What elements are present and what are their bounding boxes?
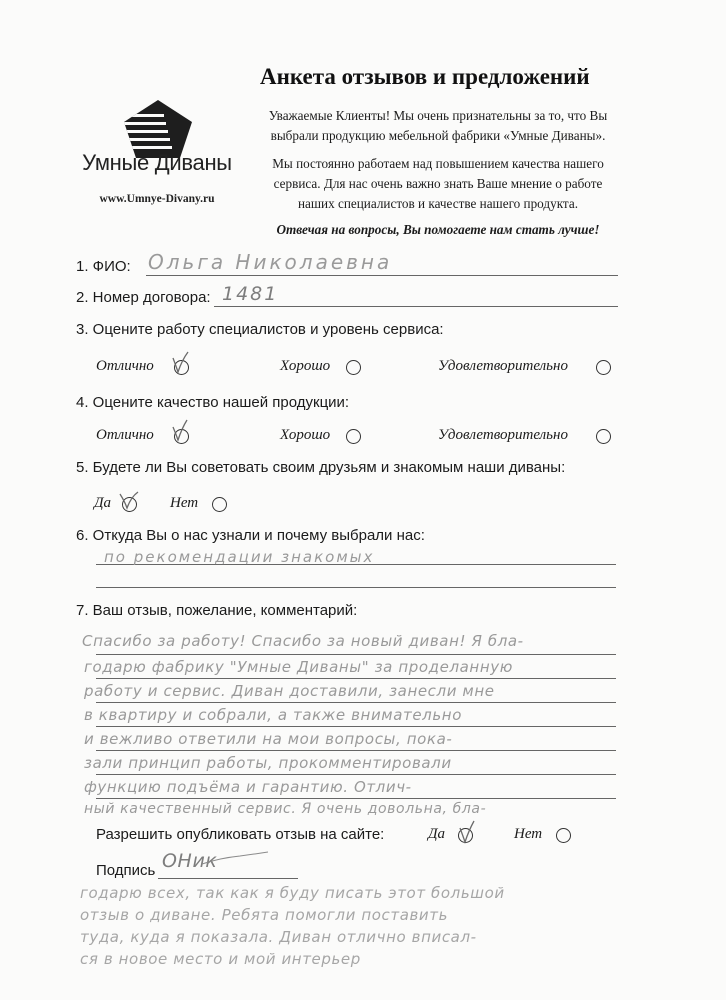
q4-radio-good[interactable] (346, 429, 361, 444)
q2-line (214, 306, 618, 307)
page-title: Анкета отзывов и предложений (260, 64, 590, 89)
website-url[interactable]: www.Umnye-Divany.ru (99, 193, 215, 205)
q7-comment-line-3[interactable]: работу и сервис. Диван доставили, занесли мне (84, 682, 495, 700)
continuation-line-2[interactable]: отзыв о диване. Ребята помогли поставить (80, 906, 449, 924)
q4-label: 4. Оцените качество нашей продукции: (76, 394, 350, 411)
q3-option-good: Хорошо (280, 358, 331, 374)
intro-paragraph-2: Мы постоянно работаем над повышением качества нашего сервиса. Для нас очень важно знать Ваше мнение о работе наших специалистов и качестве нашего продукта. (272, 156, 604, 211)
q4-radio-satisfactory[interactable] (596, 429, 611, 444)
q7-line-5 (96, 750, 616, 751)
q7-comment-line-4[interactable]: в квартиру и собрали, а также внимательно (84, 706, 462, 724)
intro-paragraph: Уважаемые Клиенты! Мы очень признательны за то, что Вы выбрали продукцию мебельной фабрики «Умные Диваны». (268, 108, 608, 143)
q5-label: 5. Будете ли Вы советовать своим друзьям и знакомым наши диваны: (76, 459, 566, 476)
q5-checkmark-icon (118, 488, 140, 512)
q7-line-4 (96, 726, 616, 727)
q4-checkmark-icon (170, 418, 192, 444)
publish-radio-no[interactable] (556, 828, 571, 843)
q3-label: 3. Оцените работу специалистов и уровень сервиса: (76, 321, 444, 338)
q1-line (146, 275, 618, 276)
q7-line-1 (96, 654, 616, 655)
publish-label: Разрешить опубликовать отзыв на сайте: (96, 826, 385, 843)
continuation-line-4[interactable]: ся в новое место и мой интерьер (80, 950, 361, 968)
q5-option-yes: Да (94, 495, 112, 511)
q7-comment-line-5[interactable]: и вежливо ответили на мои вопросы, пока- (84, 730, 453, 748)
q7-comment-line-7[interactable]: функцию подъёма и гарантию. Отлич- (84, 778, 412, 796)
continuation-line-1[interactable]: годарю всех, так как я буду писать этот большой (80, 884, 505, 902)
q6-label: 6. Откуда Вы о нас узнали и почему выбрали нас: (76, 527, 425, 544)
q3-radio-good[interactable] (346, 360, 361, 375)
q3-radio-satisfactory[interactable] (596, 360, 611, 375)
q5-radio-no[interactable] (212, 497, 227, 512)
q4-option-excellent: Отлично (96, 427, 154, 443)
brand-name: Умные Диваны (82, 150, 232, 175)
q3-option-excellent: Отлично (96, 358, 154, 374)
q7-comment-line-2[interactable]: годарю фабрику "Умные Диваны" за проделанную (84, 658, 513, 676)
signature-label: Подпись (96, 862, 156, 879)
publish-option-yes: Да (428, 826, 446, 842)
signature-flourish-icon (200, 848, 270, 870)
signature-value[interactable]: ОНик (162, 850, 218, 872)
publish-option-no: Нет (514, 826, 543, 842)
q2-label: 2. Номер договора: (76, 289, 211, 306)
q7-label: 7. Ваш отзыв, пожелание, комментарий: (76, 602, 358, 619)
q1-label: 1. ФИО: (76, 258, 131, 275)
q1-answer[interactable]: Ольга Николаевна (148, 250, 393, 274)
q7-line-7 (96, 798, 616, 799)
q7-comment-line-8[interactable]: ный качественный сервис. Я очень довольна, бла- (84, 801, 487, 817)
publish-checkmark-icon (456, 818, 478, 846)
q6-answer[interactable]: по рекомендации знакомых (104, 548, 375, 566)
q2-answer[interactable]: 1481 (222, 283, 279, 305)
q7-line-6 (96, 774, 616, 775)
q3-checkmark-icon (170, 350, 192, 376)
motto: Отвечая на вопросы, Вы помогаете нам стать лучше! (276, 222, 600, 237)
q6-line-2 (96, 587, 616, 588)
q3-option-satisfactory: Удовлетворительно (438, 358, 568, 374)
signature-line (158, 878, 298, 879)
q5-option-no: Нет (170, 495, 199, 511)
q4-option-good: Хорошо (280, 427, 331, 443)
q7-comment-line-1[interactable]: Спасибо за работу! Спасибо за новый диван! Я бла- (82, 632, 524, 650)
q4-option-satisfactory: Удовлетворительно (438, 427, 568, 443)
q7-line-2 (96, 678, 616, 679)
q7-line-3 (96, 702, 616, 703)
continuation-line-3[interactable]: туда, куда я показала. Диван отлично вписал- (80, 928, 477, 946)
q7-comment-line-6[interactable]: зали принцип работы, прокомментировали (84, 754, 452, 772)
